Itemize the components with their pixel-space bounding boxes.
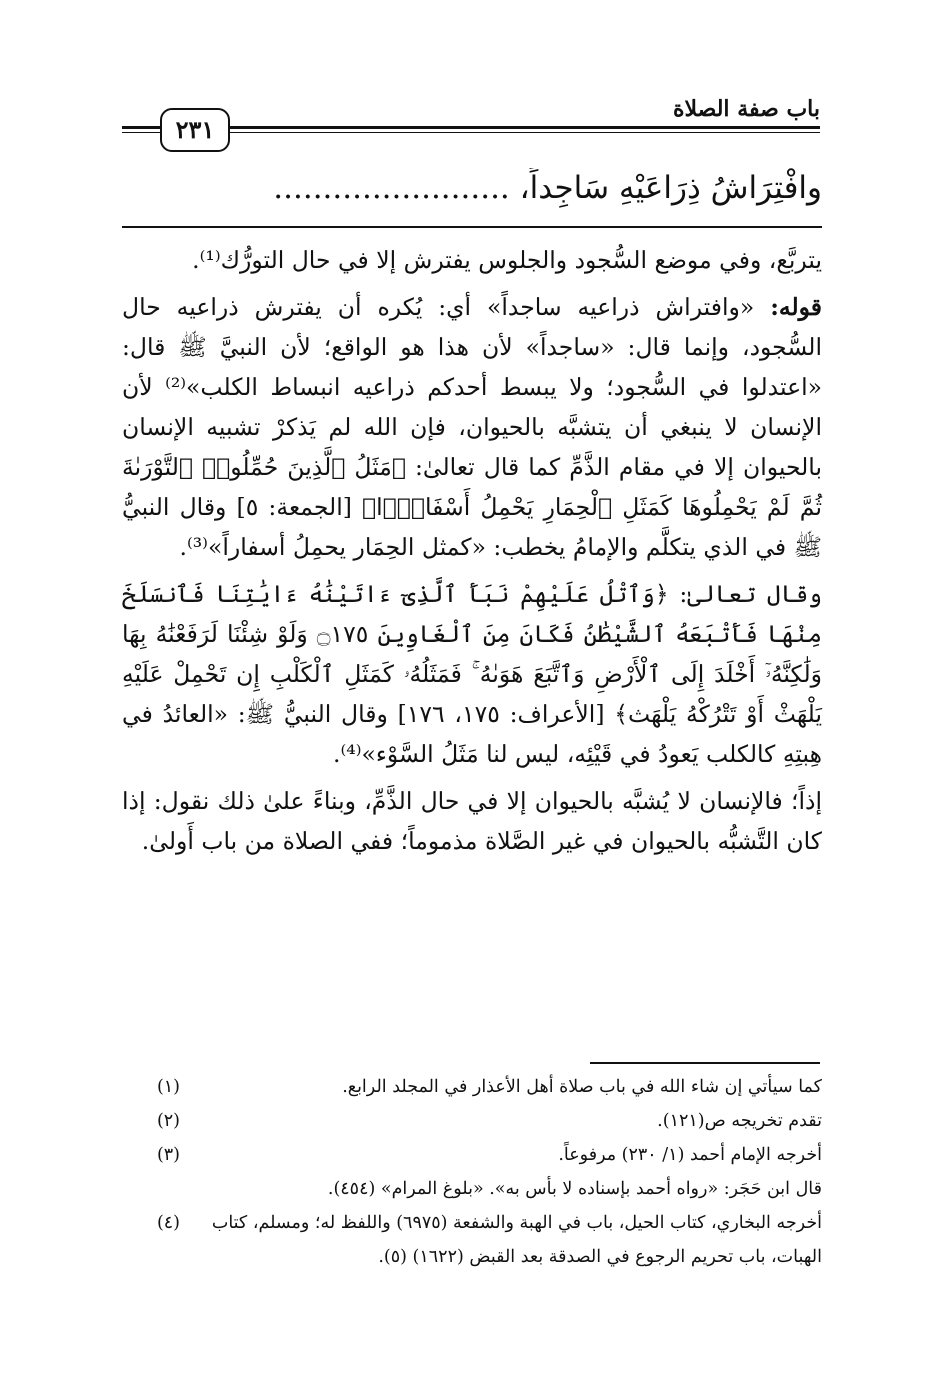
footnote-line: كما سيأتي إن شاء الله في باب صلاة أهل الأعذار في المجلد الرابع. — [342, 1077, 822, 1097]
footnote-number: (١) — [156, 1077, 180, 1097]
footnote-3 — [122, 1138, 822, 1206]
footnote-2 — [122, 1104, 822, 1138]
paragraph-4: إذاً؛ فالإنسان لا يُشبَّه بالحيوان إلا في حال الذَّمِّ، وبناءً علىٰ ذلك نقول: إذا كان التَّشبُّه بالحيوان في غير الصَّلاة مذموماً؛ ففي الصلاة من باب أَولىٰ. — [122, 787, 822, 855]
paragraph-2 — [122, 287, 822, 567]
footnote-number: (٢) — [156, 1111, 180, 1131]
page-number: ٢٣١ — [160, 108, 230, 152]
footnote-divider — [590, 1062, 820, 1064]
footnote-number: (٤) — [156, 1213, 180, 1233]
chapter-title: باب صفة الصلاة — [672, 96, 820, 122]
footnote-line: قال ابن حَجَر: «رواه أحمد بإسناده لا بأس به». «بلوغ المرام» (٤٥٤). — [327, 1179, 822, 1199]
paragraph-2-text: «وافتراش ذراعيه ساجداً» أي: يُكره أن يفترش ذراعيه حال السُّجود، وإنما قال: «ساجداً» لأن هذا هو الواقع؛ لأن النبيَّ ﷺ قال: «اعتدلوا في السُّجود؛ ولا يبسط أحدكم ذراعيه انبساط الكلب»⁽²⁾ لأن الإنسان لا ينبغي أن يتشبَّه بالحيوان، فإن الله لم يَذكرْ تشبيه الإنسان بالحيوان إلا في مقام الذَّمِّ كما قال تعالىٰ: ﴿مَثَلُ ٱلَّذِينَ حُمِّلُوا۟ ٱلتَّوْرَىٰةَ ثُمَّ لَمْ يَحْمِلُوهَا كَمَثَلِ ٱلْحِمَارِ يَحْمِلُ أَسْفَارًۢا﴾ [الجمعة: ٥] وقال النبيُّ ﷺ في الذي يتكلَّم والإمامُ يخطب: «كمثل الحِمَار يحمِلُ أسفاراً»⁽³⁾. — [122, 293, 823, 561]
header-rule — [228, 126, 820, 129]
matn-line: وافْتِرَاشُ ذِرَاعَيْهِ سَاجِداً، ........................ — [273, 170, 822, 206]
footnotes — [122, 1070, 822, 1274]
footnote-line: أخرجه الإمام أحمد (١/ ٢٣٠) مرفوعاً. — [558, 1145, 822, 1165]
header-rule-left — [122, 126, 160, 129]
footnote-line: تقدم تخريجه ص(١٢١). — [657, 1111, 822, 1131]
header-rule-thin — [228, 132, 820, 133]
footnote-number: (٣) — [156, 1145, 180, 1165]
lead-word: قوله: — [770, 293, 822, 321]
footnote-line: أخرجه البخاري، كتاب الحيل، باب في الهبة والشفعة (٦٩٧٥) واللفظ له؛ ومسلم، كتاب الهبات، باب تحريم الرجوع في الصدقة بعد القبض (١٦٢٢) (٥). — [211, 1213, 822, 1267]
footnote-1 — [122, 1070, 822, 1104]
main-text — [122, 240, 822, 868]
paragraph-3: وقال تعالىٰ: ﴿وَٱتْلُ عَلَيْهِمْ نَبَأَ ٱلَّذِىٓ ءَاتَيْنَٰهُ ءَايَٰتِنَا فَٱنسَلَخَ مِنْهَا فَأَتْبَعَهُ ٱلشَّيْطَٰنُ فَكَانَ مِنَ ٱلْغَاوِينَ ۝١٧٥ وَلَوْ شِئْنَا لَرَفَعْنَٰهُ بِهَا وَلَٰكِنَّهُۥٓ أَخْلَدَ إِلَى ٱلْأَرْضِ وَٱتَّبَعَ هَوَىٰهُ ۚ فَمَثَلُهُۥ كَمَثَلِ ٱلْكَلْبِ إِن تَحْمِلْ عَلَيْهِ يَلْهَثْ أَوْ تَتْرُكْهُ يَلْهَث﴾ [الأعراف: ١٧٥، ١٧٦] وقال النبيُّ ﷺ: «العائدُ في هِبتِهِ كالكلب يَعودُ في قَيْئِه، ليس لنا مَثَلُ السَّوْء»⁽⁴⁾. — [122, 580, 822, 768]
header-rule-left-thin — [122, 132, 160, 133]
matn-divider — [122, 226, 822, 228]
paragraph-1: يتربَّع، وفي موضع السُّجود والجلوس يفترش إلا في حال التورُّك⁽¹⁾. — [192, 246, 822, 274]
footnote-4 — [122, 1206, 822, 1274]
